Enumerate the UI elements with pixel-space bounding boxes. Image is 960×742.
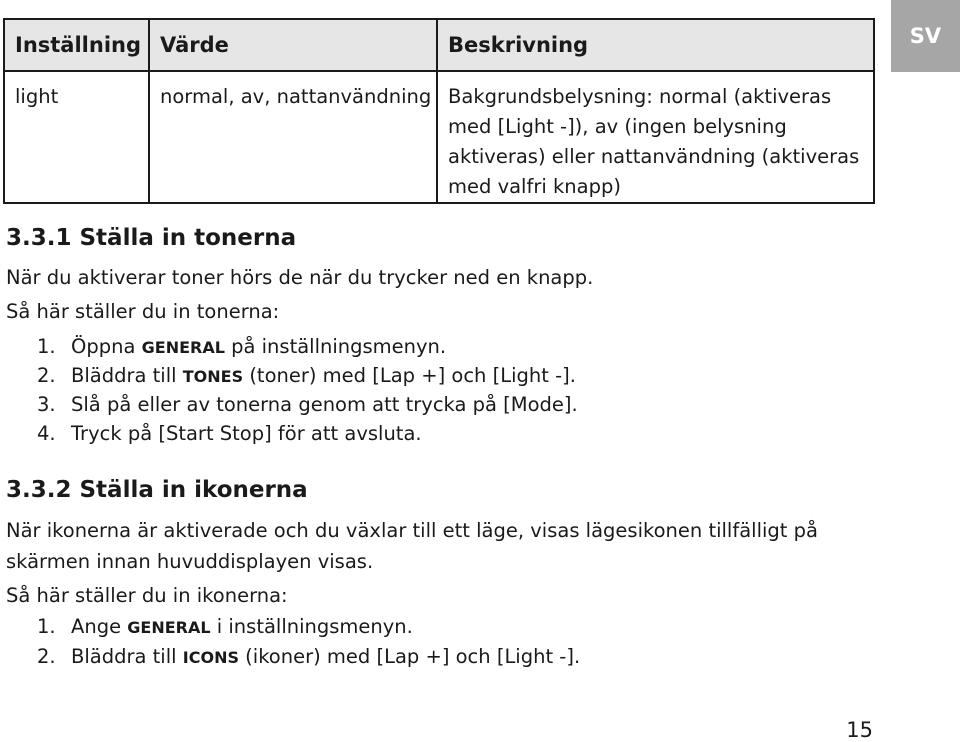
language-tab: SV — [891, 0, 960, 72]
step-text: Slå på eller av tonerna genom att trycka på [Mode]. — [71, 393, 578, 416]
step-text: Ange — [71, 615, 128, 638]
settings-table — [3, 18, 875, 204]
header-value: Värde — [149, 19, 437, 71]
step-text: Tryck på [Start Stop] för att avsluta. — [71, 422, 422, 445]
step-text: på inställningsmenyn. — [224, 335, 447, 358]
step-text: Öppna — [71, 335, 142, 358]
section-intro-tones: När du aktiverar toner hörs de när du trycker ned en knapp. — [6, 266, 594, 289]
table-row — [4, 71, 874, 203]
header-setting: Inställning — [4, 19, 149, 71]
step-number: 2. — [37, 364, 56, 387]
section-title-icons: 3.3.2 Ställa in ikonerna — [6, 477, 308, 503]
list-item — [37, 364, 576, 387]
step-keyword: GENERAL — [141, 338, 225, 357]
step-text: i inställningsmenyn. — [210, 615, 413, 638]
header-description: Beskrivning — [437, 19, 874, 71]
step-number: 1. — [37, 335, 56, 358]
section-intro-icons: När ikonerna är aktiverade och du växlar till ett läge, visas lägesikonen tillfälligt på skärmen innan huvuddisplayen visas. — [6, 519, 818, 573]
cell-value: normal, av, nattanvändning — [149, 71, 437, 203]
page-number: 15 — [846, 718, 873, 742]
table-header-row — [4, 19, 874, 71]
list-item — [37, 335, 446, 358]
step-keyword: TONES — [182, 367, 244, 386]
step-number: 4. — [37, 422, 56, 445]
list-item — [37, 422, 422, 445]
section-howto-tones: Så här ställer du in tonerna: — [6, 300, 280, 323]
step-text: Bläddra till — [71, 645, 183, 668]
step-keyword: GENERAL — [127, 618, 211, 637]
step-number: 2. — [37, 645, 56, 668]
cell-description: Bakgrundsbelysning: normal (aktiveras med [Light -]), av (ingen belysning aktiveras) eller nattanvändning (aktiveras med valfri knapp) — [437, 71, 874, 203]
step-text: Bläddra till — [71, 364, 183, 387]
step-text: (ikoner) med [Lap +] och [Light -]. — [238, 645, 581, 668]
section-title-tones: 3.3.1 Ställa in tonerna — [6, 225, 297, 251]
section-howto-icons: Så här ställer du in ikonerna: — [6, 584, 288, 607]
step-number: 1. — [37, 615, 56, 638]
step-number: 3. — [37, 393, 56, 416]
step-text: (toner) med [Lap +] och [Light -]. — [243, 364, 576, 387]
cell-setting: light — [4, 71, 149, 203]
step-keyword: ICONS — [182, 648, 239, 667]
list-item — [37, 615, 413, 638]
list-item — [37, 645, 580, 668]
list-item — [37, 393, 578, 416]
